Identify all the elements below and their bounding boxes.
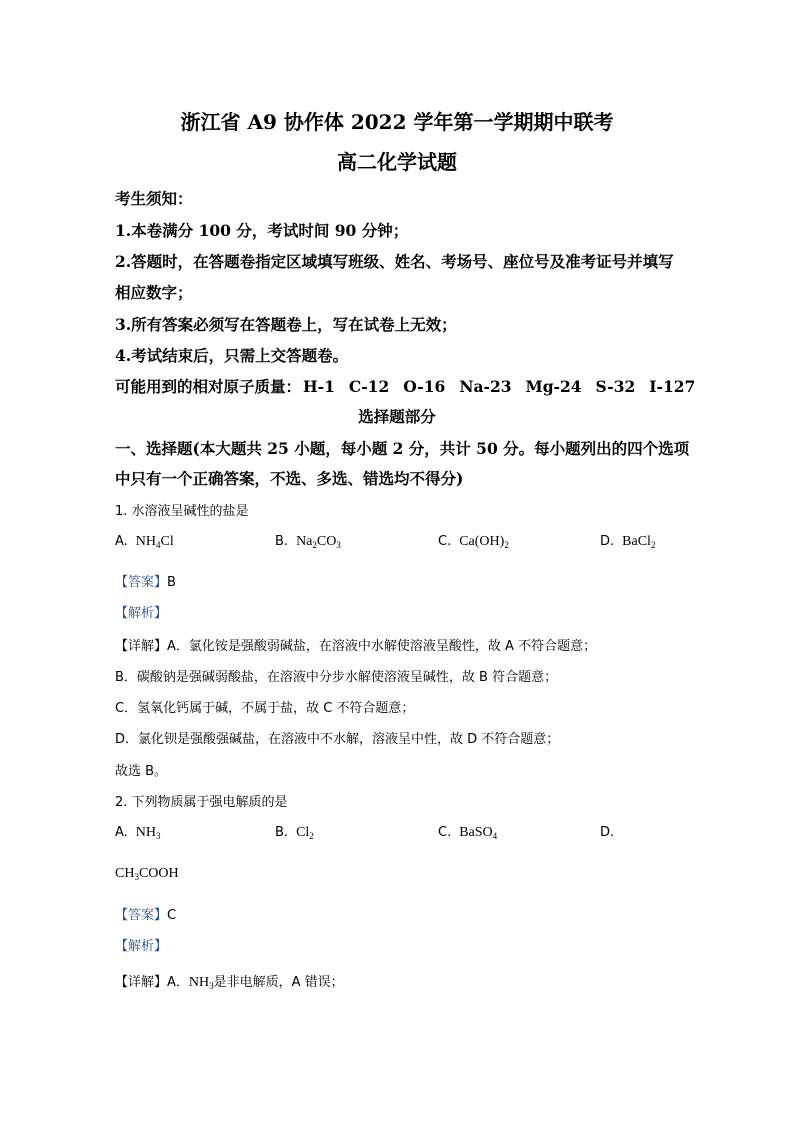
detail-line: 故选 B。 [115, 764, 168, 779]
option-letter: D. [600, 534, 615, 549]
option-c [438, 534, 509, 550]
option-letter: A. [115, 534, 128, 549]
atomic-mass: O-16 [403, 377, 446, 396]
detail-line: D．氯化钡是强酸强碱盐，在溶液中不水解，溶液呈中性，故 D 不符合题意； [115, 732, 560, 747]
notice-heading: 考生须知： [115, 189, 193, 208]
detail-line [115, 971, 344, 991]
option-formula: $Na_2CO_3$ [296, 534, 341, 550]
answer-tag: 【答案】 [115, 575, 168, 590]
option-formula: BaCl$_2$ [622, 534, 656, 550]
atomic-mass: S-32 [595, 377, 636, 396]
notice-item: 2.答题时，在答题卷指定区域填写班级、姓名、考场号、座位号及准考证号并填写 [115, 252, 674, 271]
atomic-mass: Na-23 [459, 377, 512, 396]
exam-title: 浙江省 A9 协作体 2022 学年第一学期期中联考 [180, 110, 614, 134]
notice-item: 相应数字； [115, 283, 193, 302]
option-formula: $Cl_2$ [296, 825, 314, 841]
option-c [438, 825, 497, 841]
section-heading-line: 一、选择题(本大题共 25 小题，每小题 2 分，共计 50 分。每小题列出的四个选项 [115, 439, 690, 458]
answer-value: B [167, 575, 176, 590]
option-letter: D. [600, 825, 615, 840]
detail-line: C．氢氧化钙属于碱，不属于盐，故 C 不符合题意； [115, 701, 415, 716]
answer-value: C [167, 908, 177, 923]
atomic-mass: C-12 [348, 377, 390, 396]
analysis-tag: 【解析】 [115, 939, 168, 954]
question-stem: 1. 水溶液呈碱性的盐是 [115, 504, 249, 519]
detail-tag: 【详解】 [115, 639, 168, 654]
atomic-mass-label: 可能用到的相对原子质量： [115, 377, 302, 396]
option-a [115, 825, 161, 841]
detail-suffix: 是非电解质，A 错误； [213, 975, 344, 990]
option-formula: $Ca(OH)_2$ [459, 534, 509, 550]
option-letter: B. [275, 825, 289, 840]
detail-line: B．碳酸钠是强碱弱酸盐，在溶液中分步水解使溶液呈碱性，故 B 符合题意； [115, 670, 558, 685]
section-title: 选择题部分 [358, 407, 436, 426]
atomic-mass-line [115, 375, 709, 397]
atomic-mass: Mg-24 [525, 377, 582, 396]
question-stem: 2. 下列物质属于强电解质的是 [115, 795, 288, 810]
section-heading-line: 中只有一个正确答案，不选、多选、错选均不得分) [115, 469, 464, 488]
option-b [275, 825, 314, 841]
detail-text: A．氯化铵是强酸弱碱盐，在溶液中水解使溶液呈酸性，故 A 不符合题意； [167, 639, 597, 654]
detail-formula: $NH_3$ [188, 975, 214, 991]
answer-tag: 【答案】 [115, 908, 168, 923]
option-letter: C. [438, 534, 452, 549]
option-formula: BaSO$_4$ [459, 825, 498, 841]
detail-line [115, 635, 596, 654]
atomic-mass: I-127 [649, 377, 696, 396]
answer-line [115, 571, 176, 590]
detail-tag: 【详解】 [115, 975, 168, 990]
detail-prefix: A． [167, 975, 189, 990]
option-d-formula [115, 866, 179, 882]
option-letter: C. [438, 825, 452, 840]
option-formula: $NH_3$ [135, 825, 161, 841]
notice-item: 1.本卷满分 100 分，考试时间 90 分钟； [115, 221, 409, 240]
notice-item: 3.所有答案必须写在答题卷上，写在试卷上无效； [115, 315, 457, 334]
option-letter: A. [115, 825, 128, 840]
option-a [115, 534, 174, 550]
option-b [275, 534, 341, 550]
analysis-tag: 【解析】 [115, 606, 168, 621]
exam-subtitle: 高二化学试题 [337, 150, 457, 174]
atomic-mass: H-1 [303, 377, 335, 396]
answer-line [115, 904, 176, 923]
notice-item: 4.考试结束后，只需上交答题卷。 [115, 346, 349, 365]
option-formula: $CH_3COOH$ [115, 866, 179, 882]
option-formula: $NH_4Cl$ [135, 534, 174, 550]
option-d [600, 534, 655, 550]
option-letter: B. [275, 534, 289, 549]
option-d [600, 825, 614, 840]
